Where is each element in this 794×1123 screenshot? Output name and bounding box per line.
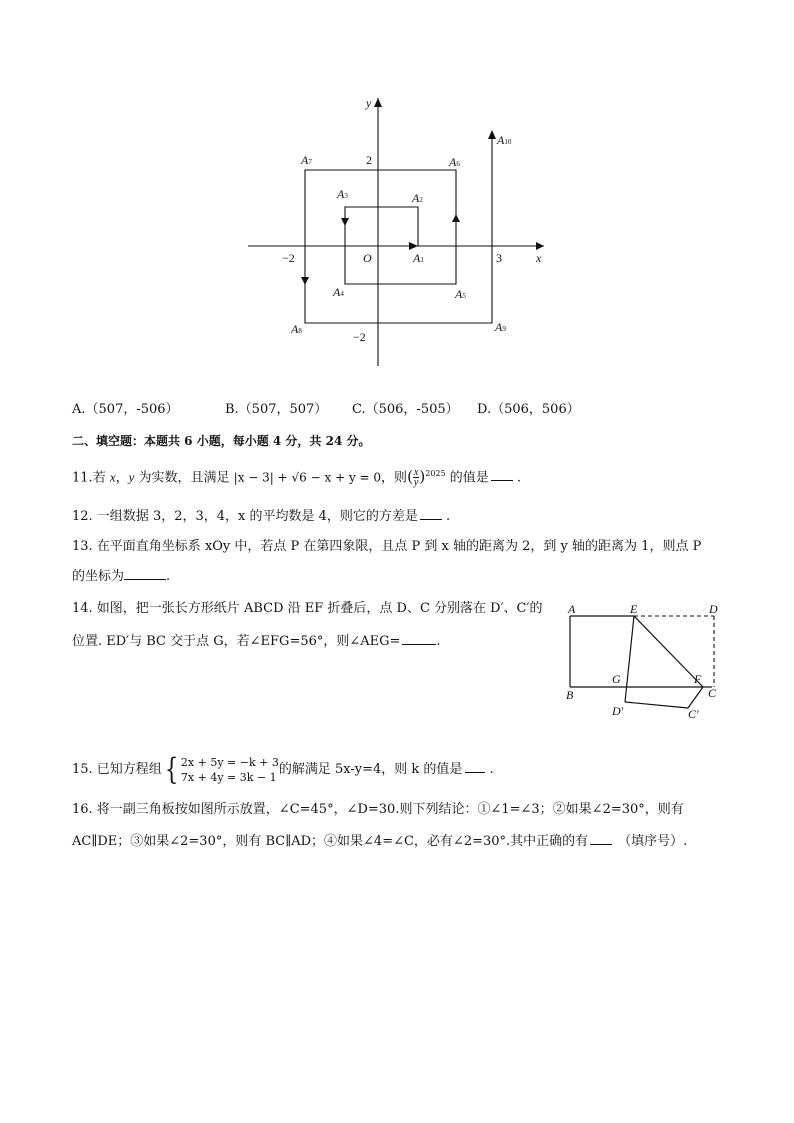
point-a1-label: A1 [413, 251, 424, 265]
question-16-line2: AC∥DE；③如果∠2=30°，则有 BC∥AD；④如果∠4=∠C，必有∠2=30°.其中正确的有 （填序号）. [72, 834, 688, 849]
tick-neg2-x: −2 [282, 251, 295, 265]
point-a5-label: A5 [455, 287, 466, 301]
question-14-line2: 位置. ED′与 BC 交于点 G，若∠EFG=56°，则∠AEG= . [72, 634, 441, 649]
fig2-label-e: E [630, 602, 638, 616]
option-b[interactable]: B.（507，507） [225, 402, 328, 417]
y-axis-label: y [366, 96, 372, 110]
point-a9-label: A9 [495, 320, 506, 334]
origin-label: O [363, 251, 372, 265]
q11-equation: |x − 3| + √6 − x + y = 0 [233, 470, 382, 485]
point-a4-label: A4 [333, 285, 344, 299]
question-16-line1: 16. 将一副三角板按如图所示放置，∠C=45°，∠D=30.则下列结论：①∠1=∠3；②如果∠2=30°，则有 [72, 802, 684, 817]
q16-answer-blank[interactable] [590, 832, 612, 845]
fig2-label-c: C [708, 686, 717, 700]
question-14-line1: 14. 如图，把一张长方形纸片 ABCD 沿 EF 折叠后，点 D、C 分别落在 D′、C′的 [72, 601, 543, 616]
fig2-label-d: D [709, 602, 718, 616]
section2-heading: 二、填空题：本题共 6 小题，每小题 4 分，共 24 分。 [72, 434, 371, 448]
tick-neg2-y: −2 [353, 330, 366, 344]
question-13-line1: 13. 在平面直角坐标系 xOy 中，若点 P 在第四象限，且点 P 到 x 轴的距离为 2，到 y 轴的距离为 1，则点 P [72, 539, 702, 554]
fig2-label-d-prime: D′ [612, 704, 624, 718]
question-15: 15. 已知方程组{ 2x + 5y = −k + 3 7x + 4y = 3k − 1 的解满足 5x-y=4，则 k 的值是 . [72, 751, 494, 787]
question-12: 12. 一组数据 3，2，3，4，x 的平均数是 4，则它的方差是 . [72, 509, 451, 524]
point-a10-label: A10 [497, 133, 512, 147]
option-d[interactable]: D.（506，506） [477, 402, 580, 417]
tick-3-x: 3 [496, 251, 502, 265]
q15-answer-blank[interactable] [465, 760, 485, 773]
fig2-label-a: A [568, 602, 576, 616]
question-11: 11.若 x，y 为实数，且满足 |x − 3| + √6 − x + y = 0，则( $\frac{x}{y}$ )$^{2025}$ 的值是 . [72, 467, 521, 489]
point-a6-label: A6 [449, 155, 460, 169]
option-a[interactable]: A.（507，-506） [72, 402, 179, 417]
point-a7-label: A7 [301, 153, 312, 167]
x-axis-label: x [536, 251, 542, 265]
question-13-line2: 的坐标为 . [72, 569, 171, 584]
option-c[interactable]: C.（506，-505） [352, 402, 459, 417]
point-a3-label: A3 [337, 187, 348, 201]
q15-equation-system: 2x + 5y = −k + 3 7x + 4y = 3k − 1 [180, 755, 279, 784]
tick-2-y: 2 [366, 153, 372, 167]
fig2-label-g: G [612, 672, 621, 686]
fig2-label-f: F [694, 672, 702, 686]
point-a2-label: A2 [412, 191, 423, 205]
point-a8-label: A8 [291, 322, 302, 336]
fig2-label-c-prime: C′ [688, 707, 699, 721]
fig2-label-b: B [566, 688, 574, 702]
